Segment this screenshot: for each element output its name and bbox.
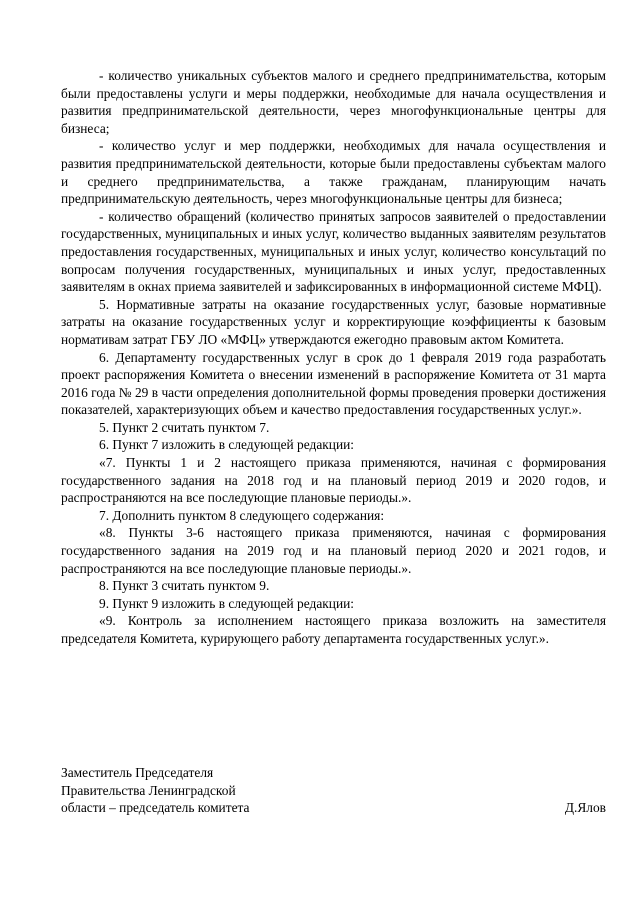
document-body: [61, 67, 606, 648]
signature-title-line-2: Правительства Ленинградской: [61, 782, 236, 798]
paragraph-quote-8: «8. Пункты 3-6 настоящего приказа применяются, начиная с формирования государственного задания на 2019 год и на плановый период 2020 и 2021 годов, и распространяются на все последующие плановые периоды.».: [61, 525, 606, 576]
paragraph-amend-5: 5. Пункт 2 считать пунктом 7.: [99, 419, 270, 435]
paragraph-indicator-services: - количество услуг и мер поддержки, необходимых для начала осуществления и развития предпринимательской деятельности, которые были предоставлены субъектам малого и среднего предпринимательства, а также гражданам, планирующим начать предпринимательскую деятельность, через многофункциональные центры для бизнеса;: [61, 138, 606, 207]
paragraph-quote-9: «9. Контроль за исполнением настоящего приказа возложить на заместителя председателя Комитета, курирующего работу департамента государственных услуг.».: [61, 613, 606, 646]
paragraph-item-6-department: 6. Департаменту государственных услуг в срок до 1 февраля 2019 года разработать проект распоряжения Комитета о внесении изменений в распоряжение Комитета от 31 марта 2016 года № 29 в части определения дополнительной формы проведения проверки достижения показателей, характеризующих объем и качество предоставления государственных услуг.».: [61, 349, 606, 418]
paragraph-item-5-costs: 5. Нормативные затраты на оказание государственных услуг, базовые нормативные затраты на оказание государственных услуг и корректирующие коэффициенты к базовым нормативам затрат ГБУ ЛО «МФЦ» утверждаются ежегодно правовым актом Комитета.: [61, 296, 606, 347]
signature-title-line-1: Заместитель Председателя: [61, 765, 214, 780]
paragraph-amend-6: 6. Пункт 7 изложить в следующей редакции:: [99, 437, 355, 453]
paragraph-indicator-entrepreneurs: - количество уникальных субъектов малого и среднего предпринимательства, которым были предоставлены услуги и меры поддержки, необходимые для начала осуществления и развития предпринимательской деятельности, через многофункциональные центры для бизнеса;: [61, 68, 606, 136]
paragraph-quote-7: «7. Пункты 1 и 2 настоящего приказа применяются, начиная с формирования государственного задания на 2018 год и на плановый период 2019 и 2020 годов, и распространяются на все последующие плановые периоды.».: [61, 455, 606, 506]
signature-title-line-3: области – председатель комитета: [61, 800, 250, 816]
signature-block: [61, 764, 606, 817]
paragraph-amend-9: 9. Пункт 9 изложить в следующей редакции:: [99, 595, 355, 611]
signature-last-row: [61, 799, 606, 817]
signatory-name: Д.Ялов: [564, 800, 606, 816]
paragraph-amend-8: 8. Пункт 3 считать пунктом 9.: [99, 578, 270, 594]
paragraph-indicator-requests: - количество обращений (количество принятых запросов заявителей о предоставлении государственных, муниципальных и иных услуг, количество выданных заявителям результатов предоставления государственных, муниципальных и иных услуг, количество консультаций по вопросам получения государственных, муниципальных и иных услуг, предоставленных заявителям в окнах приема заявителей и зафиксированных в информационной системе МФЦ).: [61, 208, 606, 295]
paragraph-amend-7: 7. Дополнить пунктом 8 следующего содержания:: [99, 507, 385, 523]
